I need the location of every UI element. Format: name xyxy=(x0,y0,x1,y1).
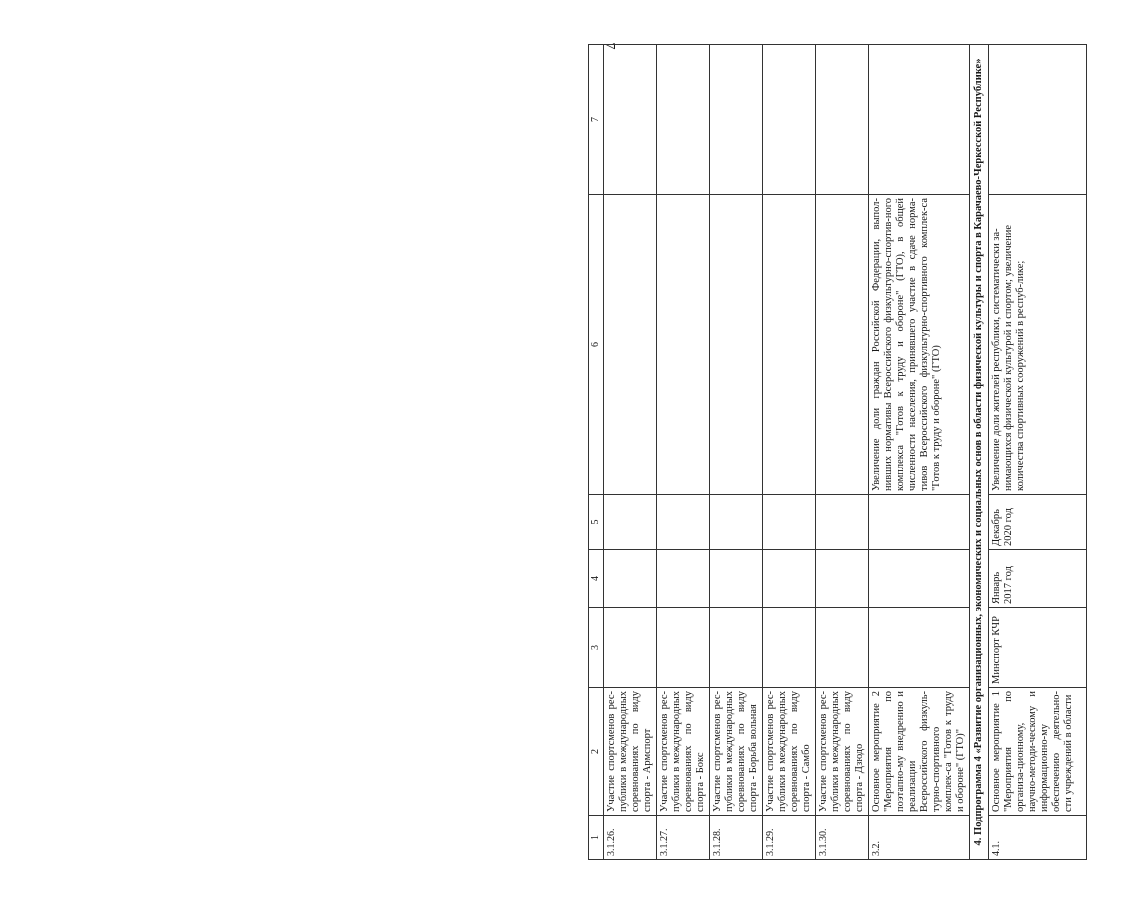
end-date xyxy=(710,495,763,550)
start-date: Январь 2017 год xyxy=(989,550,1087,608)
page-number: 7 xyxy=(602,42,617,50)
col-header-2: 2 xyxy=(589,688,604,816)
program-table xyxy=(588,44,1087,860)
table-row xyxy=(816,45,869,860)
executor xyxy=(816,608,869,688)
expected-result xyxy=(657,195,710,495)
end-date xyxy=(869,495,970,550)
event-name: Участие спортсменов рес-публики в международных соревнованиях по виду спорта - Бокс xyxy=(657,688,710,816)
expected-result xyxy=(816,195,869,495)
header-row xyxy=(589,45,604,860)
start-date xyxy=(657,550,710,608)
rotated-table-container xyxy=(588,45,1133,860)
end-date xyxy=(763,495,816,550)
indicator xyxy=(816,45,869,195)
row-number: 3.1.29. xyxy=(763,816,816,860)
subprogram-row xyxy=(970,45,989,860)
row-number: 3.1.26. xyxy=(604,816,657,860)
indicator xyxy=(604,45,657,195)
start-date xyxy=(604,550,657,608)
indicator xyxy=(657,45,710,195)
col-header-3: 3 xyxy=(589,608,604,688)
table-row xyxy=(710,45,763,860)
indicator xyxy=(989,45,1087,195)
executor xyxy=(710,608,763,688)
start-date xyxy=(816,550,869,608)
row-number: 4.1. xyxy=(989,816,1087,860)
row-number: 3.1.27. xyxy=(657,816,710,860)
event-name: Основное мероприятие 2 "Мероприятия по поэтапно-му внедрению и реализации Всероссийского физкуль-турно-спортивного комплек-са "Готов к труду и обороне" (ГТО)" xyxy=(869,688,970,816)
expected-result xyxy=(710,195,763,495)
row-number: 3.2. xyxy=(869,816,970,860)
table-row xyxy=(869,45,970,860)
table-row xyxy=(604,45,657,860)
col-header-7: 7 xyxy=(589,45,604,195)
col-header-6: 6 xyxy=(589,195,604,495)
row-number: 3.1.30. xyxy=(816,816,869,860)
event-name: Участие спортсменов рес-публики в международных соревнованиях по виду спорта - Борьба вольная xyxy=(710,688,763,816)
indicator xyxy=(763,45,816,195)
subprogram-title: 4. Подпрограмма 4 «Развитие организационных, экономических и социальных основ в области физической культуры и спорта в Карачаево-Черкесской Республике» xyxy=(970,45,989,860)
table-row xyxy=(657,45,710,860)
start-date xyxy=(763,550,816,608)
expected-result xyxy=(604,195,657,495)
indicator xyxy=(710,45,763,195)
expected-result: Увеличение доли жителей республики, систематически за-нимающихся физической культурой и спортом; увеличение количества спортивных сооружений в респуб-лике; xyxy=(989,195,1087,495)
event-name: Участие спортсменов рес-публики в международных соревнованиях по виду спорта - Дзюдо xyxy=(816,688,869,816)
end-date: Декабрь 2020 год xyxy=(989,495,1087,550)
col-header-4: 4 xyxy=(589,550,604,608)
executor xyxy=(657,608,710,688)
col-header-1: 1 xyxy=(589,816,604,860)
executor xyxy=(869,608,970,688)
row-number: 3.1.28. xyxy=(710,816,763,860)
col-header-5: 5 xyxy=(589,495,604,550)
event-name: Основное мероприятие 1 "Мероприятия по организа-ционному, научно-методи-ческому и информационно-му обеспечению деятельно-сти учреждений в области xyxy=(989,688,1087,816)
end-date xyxy=(816,495,869,550)
executor xyxy=(604,608,657,688)
event-name: Участие спортсменов рес-публики в международных соревнованиях по виду спорта - Армспорт xyxy=(604,688,657,816)
start-date xyxy=(869,550,970,608)
expected-result xyxy=(763,195,816,495)
executor: Минспорт КЧР xyxy=(989,608,1087,688)
indicator xyxy=(869,45,970,195)
table-row xyxy=(989,45,1087,860)
start-date xyxy=(710,550,763,608)
event-name: Участие спортсменов рес-публики в международных соревнованиях по виду спорта - Самбо xyxy=(763,688,816,816)
expected-result: Увеличение доли граждан Российской Федерации, выпол-нивших нормативы Всероссийского физкультурно-спортив-ного комплекса "Готов к труду и обороне" (ГТО), в общей численности населения, принявшего участие в сдаче норма-тивов Всероссийского физкультурно-спортивного комплек-са "Готов к труду и обороне" (ГТО) xyxy=(869,195,970,495)
end-date xyxy=(604,495,657,550)
table-row xyxy=(763,45,816,860)
executor xyxy=(763,608,816,688)
end-date xyxy=(657,495,710,550)
